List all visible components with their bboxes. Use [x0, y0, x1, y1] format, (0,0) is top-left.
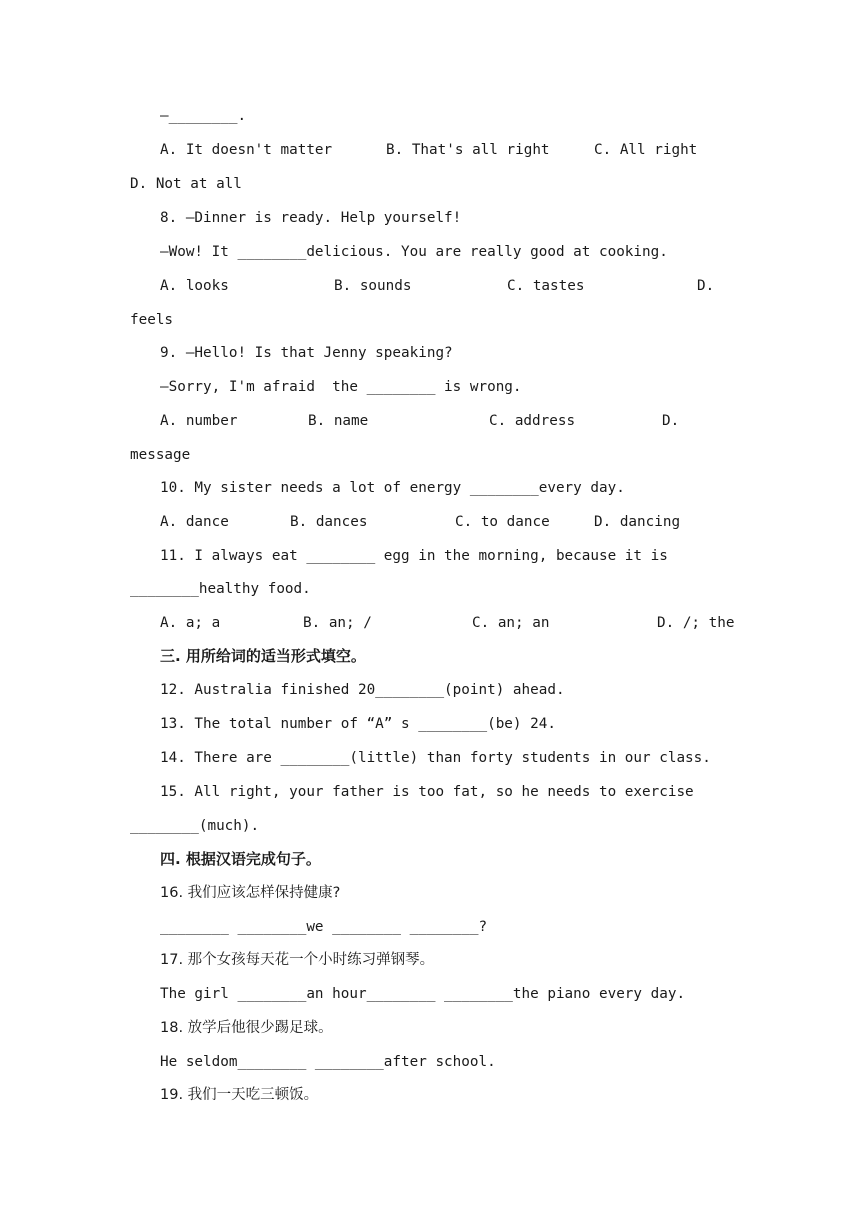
- option-a: A. a; a: [160, 615, 221, 631]
- question-19: 19. 我们一天吃三顿饭。: [160, 1087, 319, 1103]
- question-9-line-2: —Sorry, I'm afraid the ________ is wrong.: [160, 379, 522, 395]
- option-c: C. address: [489, 413, 576, 429]
- question-14: 14. There are ________(little) than forty students in our class.: [160, 750, 711, 766]
- question-17: 17. 那个女孩每天花一个小时练习弹钢琴。: [160, 952, 435, 968]
- option-a: A. It doesn't matter: [160, 142, 333, 158]
- option-a: A. dance: [160, 514, 229, 530]
- option-d: D.: [697, 278, 715, 294]
- option-d: D. /; the: [657, 615, 735, 631]
- question-8: 8. —Dinner is ready. Help yourself!: [160, 210, 462, 226]
- question-16-answer: ________ ________we ________ ________?: [160, 919, 488, 935]
- option-b: B. dances: [290, 514, 368, 530]
- question-10: 10. My sister needs a lot of energy ________every day.: [160, 480, 625, 496]
- option-b: B. name: [308, 413, 369, 429]
- question-11: 11. I always eat ________ egg in the morning, because it is: [160, 548, 668, 564]
- question-11-line-2: ________healthy food.: [130, 581, 311, 597]
- question-15-line-2: ________(much).: [130, 818, 260, 834]
- option-d-continued: feels: [130, 312, 174, 328]
- option-a: A. number: [160, 413, 238, 429]
- section-4-heading: 四. 根据汉语完成句子。: [160, 850, 321, 868]
- section-3-heading: 三. 用所给词的适当形式填空。: [160, 647, 366, 665]
- option-d: D. Not at all: [130, 176, 242, 192]
- answer-blank-line: —________.: [160, 108, 247, 124]
- question-8-line-2: —Wow! It ________delicious. You are really good at cooking.: [160, 244, 668, 260]
- question-18-answer: He seldom________ ________after school.: [160, 1054, 496, 1070]
- option-b: B. an; /: [303, 615, 372, 631]
- question-12: 12. Australia finished 20________(point) ahead.: [160, 682, 565, 698]
- question-9: 9. —Hello! Is that Jenny speaking?: [160, 345, 453, 361]
- option-d-continued: message: [130, 447, 191, 463]
- option-c: C. to dance: [455, 514, 550, 530]
- option-b: B. sounds: [334, 278, 412, 294]
- question-18: 18. 放学后他很少踢足球。: [160, 1020, 333, 1036]
- option-a: A. looks: [160, 278, 229, 294]
- option-c: C. an; an: [472, 615, 550, 631]
- option-c: C. tastes: [507, 278, 585, 294]
- question-16: 16. 我们应该怎样保持健康?: [160, 885, 341, 901]
- option-c: C. All right: [594, 142, 698, 158]
- option-b: B. That's all right: [386, 142, 550, 158]
- question-15: 15. All right, your father is too fat, so he needs to exercise: [160, 784, 694, 800]
- question-13: 13. The total number of “A” s ________(be) 24.: [160, 716, 556, 732]
- option-d: D.: [662, 413, 680, 429]
- option-d: D. dancing: [594, 514, 681, 530]
- question-17-answer: The girl ________an hour________ ________the piano every day.: [160, 986, 686, 1002]
